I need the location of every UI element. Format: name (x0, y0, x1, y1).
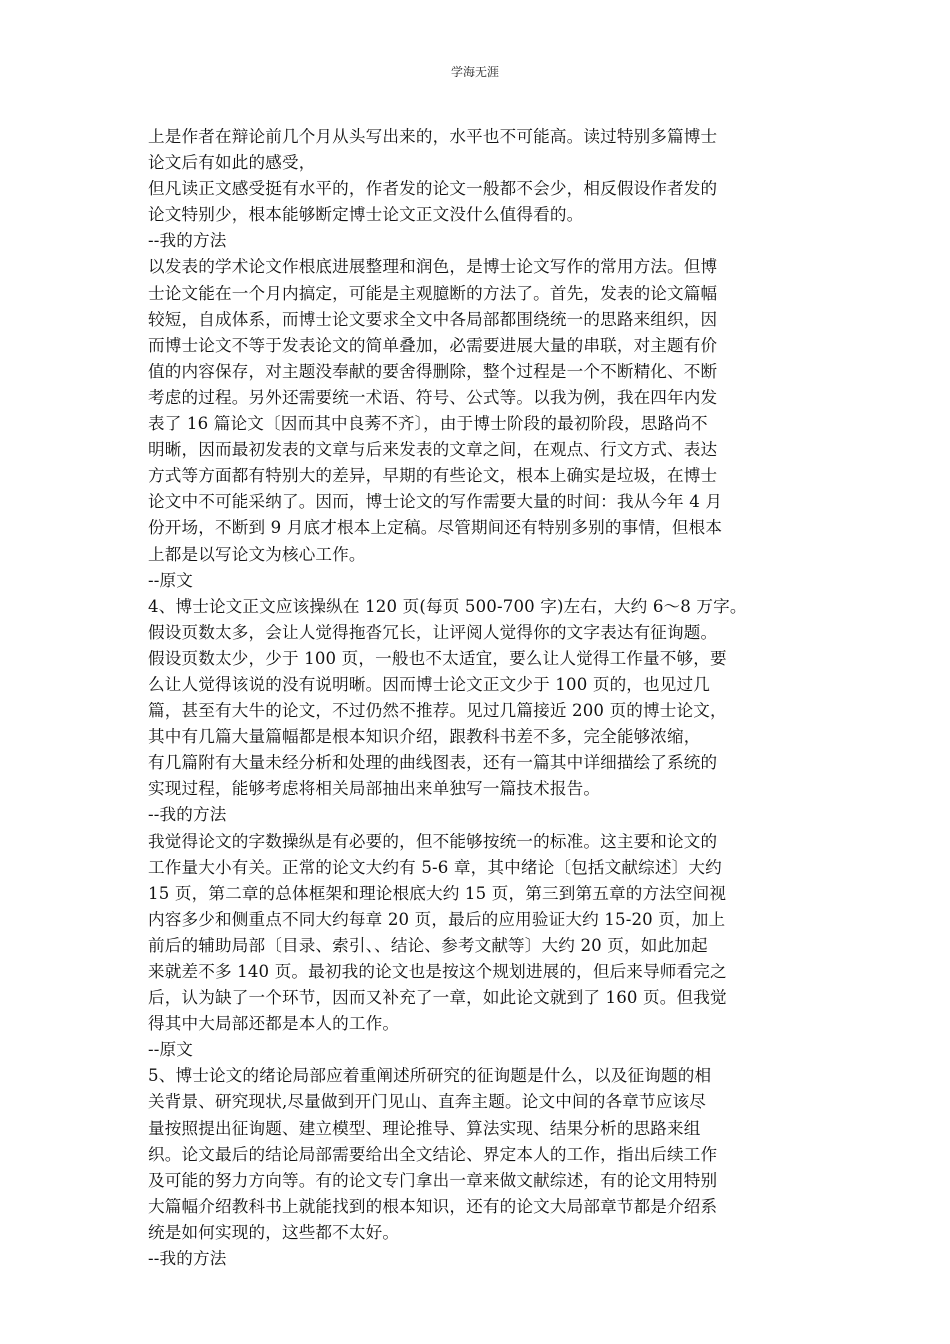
text-line: 织。论文最后的结论局部需要给出全文结论、界定本人的工作，指出后续工作 (148, 1144, 718, 1164)
text-line: 士论文能在一个月内搞定，可能是主观臆断的方法了。首先，发表的论文篇幅 (148, 283, 718, 303)
text-line: 来就差不多 140 页。最初我的论文也是按这个规划进展的，但后来导师看完之 (148, 962, 727, 981)
text-line: 4、博士论文正文应该操纵在 120 页(每页 500-700 字)左右，大约 6～8 万字。 (148, 596, 747, 616)
text-line: 假设页数太多，会让人觉得拖沓冗长，让评阅人觉得你的文字表达有征询题。 (148, 622, 718, 642)
section-marker: --我的方法 (148, 231, 227, 251)
text-line: 大篇幅介绍教科书上就能找到的根本知识，还有的论文大局部章节都是介绍系 (148, 1196, 718, 1216)
text-line: 5、博士论文的绪论局部应着重阐述所研究的征询题是什么，以及征询题的相 (148, 1066, 712, 1086)
text-line: 关背景、研究现状,尽量做到开门见山、直奔主题。论文中间的各章节应该尽 (148, 1092, 706, 1112)
text-line: 以发表的学术论文作根底进展整理和润色，是博士论文写作的常用方法。但博 (148, 257, 718, 277)
text-line: 上是作者在辩论前几个月从头写出来的，水平也不可能高。读过特别多篇博士 (148, 127, 718, 146)
text-line: 论文特别少，根本能够断定博士论文正文没什么值得看的。 (148, 205, 584, 225)
text-line: 方式等方面都有特别大的差异，早期的有些论文，根本上确实是垃圾，在博士 (148, 466, 718, 486)
text-line: 及可能的努力方向等。有的论文专门拿出一章来做文献综述，有的论文用特别 (148, 1170, 718, 1190)
document-body (148, 124, 808, 1272)
text-line: 表了 16 篇论文〔因而其中良莠不齐〕，由于博士阶段的最初阶段，思路尚不 (148, 414, 708, 434)
text-line: 得其中大局部还都是本人的工作。 (148, 1014, 400, 1034)
text-line: 内容多少和侧重点不同大约每章 20 页，最后的应用验证大约 15-20 页，加上 (148, 909, 726, 929)
section-marker: --我的方法 (148, 1249, 227, 1269)
text-line: 后，认为缺了一个环节，因而又补充了一章，如此论文就到了 160 页。但我觉 (148, 988, 727, 1008)
text-line: 而博士论文不等于发表论文的简单叠加，必需要进展大量的串联，对主题有价 (148, 335, 718, 355)
page-header: 学海无涯 (450, 65, 499, 79)
section-marker: --我的方法 (148, 805, 227, 825)
text-line: 实现过程，能够考虑将相关局部抽出来单独写一篇技术报告。 (148, 779, 601, 799)
text-line: 假设页数太少，少于 100 页，一般也不太适宜，要么让人觉得工作量不够，要 (148, 648, 727, 668)
text-line: 份开场，不断到 9 月底才根本上定稿。尽管期间还有特别多别的事情，但根本 (148, 518, 723, 538)
text-line: 较短，自成体系，而博士论文要求全文中各局部都围绕统一的思路来组织，因 (148, 309, 718, 329)
text-line: 值的内容保存，对主题没奉献的要舍得删除，整个过程是一个不断精化、不断 (148, 361, 718, 381)
text-line: 量按照提出征询题、建立模型、理论推导、算法实现、结果分析的思路来组 (148, 1118, 701, 1138)
text-line: 有几篇附有大量未经分析和处理的曲线图表，还有一篇其中详细描绘了系统的 (148, 753, 718, 773)
text-line: 但凡读正文感受挺有水平的，作者发的论文一般都不会少，相反假设作者发的 (148, 179, 718, 199)
text-line: 论文后有如此的感受， (148, 153, 316, 173)
text-line: 15 页，第二章的总体框架和理论根底大约 15 页，第三到第五章的方法空间视 (148, 883, 727, 903)
section-marker: --原文 (148, 1040, 194, 1060)
text-line: 工作量大小有关。正常的论文大约有 5-6 章，其中绪论〔包括文献综述〕大约 (148, 857, 722, 877)
text-line: 篇，甚至有大牛的论文，不过仍然不推荐。见过几篇接近 200 页的博士论文， (148, 701, 727, 721)
text-line: 我觉得论文的字数操纵是有必要的，但不能够按统一的标准。这主要和论文的 (148, 831, 718, 851)
section-marker: --原文 (148, 570, 194, 590)
text-line: 其中有几篇大量篇幅都是根本知识介绍，跟教科书差不多，完全能够浓缩， (148, 727, 701, 747)
text-line: 明晰，因而最初发表的文章与后来发表的文章之间，在观点、行文方式、表达 (148, 440, 718, 460)
text-line: 论文中不可能采纳了。因而，博士论文的写作需要大量的时间：我从今年 4 月 (148, 492, 723, 512)
text-line: 么让人觉得该说的没有说明晰。因而博士论文正文少于 100 页的，也见过几 (148, 674, 711, 694)
text-line: 统是如何实现的，这些都不太好。 (148, 1222, 400, 1242)
text-line: 考虑的过程。另外还需要统一术语、符号、公式等。以我为例，我在四年内发 (148, 387, 718, 407)
text-line: 前后的辅助局部〔目录、索引、、结论、参考文献等〕大约 20 页，如此加起 (148, 935, 708, 955)
text-line: 上都是以写论文为核心工作。 (148, 544, 366, 564)
